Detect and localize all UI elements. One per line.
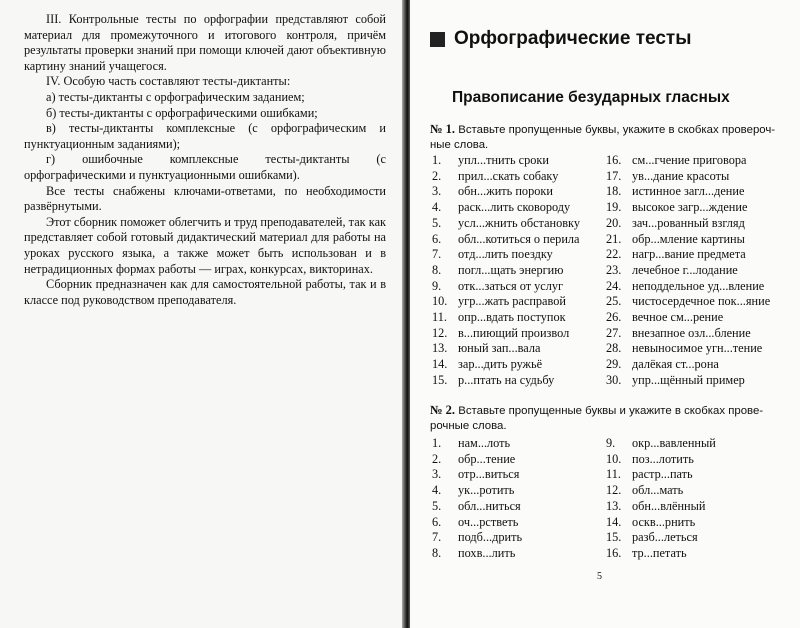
item-text: зач...рованный взгляд (632, 215, 745, 230)
item-number: 7. (432, 530, 442, 545)
item-text: растр...пать (632, 467, 693, 482)
item-text: прил...скать собаку (458, 168, 559, 183)
task-2-column-1 (432, 436, 522, 562)
item-number: 5. (432, 215, 442, 230)
list-item (606, 153, 770, 169)
section-title-text: Орфографические тесты (454, 28, 692, 49)
paragraph: III. Контрольные тесты по орфографии представляют собой материал для промежуточного и итогового контроля, причём результаты проверки знаний при помощи ключей дают объективную картину знаний учащегося. (24, 12, 386, 73)
item-text: обн...жить пороки (458, 184, 553, 199)
list-item (606, 341, 770, 357)
list-item (432, 483, 522, 499)
item-text: упр...щённый пример (632, 372, 745, 387)
item-text: окр...вавленный (632, 436, 716, 450)
item-text: нам...лоть (458, 436, 511, 450)
list-item (606, 483, 716, 499)
list-item (432, 326, 580, 342)
item-number: 21. (606, 231, 622, 246)
item-number: 13. (606, 498, 622, 513)
item-text: опр...вдать поступок (458, 310, 566, 325)
item-text: см...гчение приговора (632, 153, 747, 167)
item-number: 6. (432, 231, 442, 246)
list-item (606, 310, 770, 326)
square-bullet-icon (430, 32, 445, 47)
task-2-label: № 2. (430, 403, 456, 417)
item-number: 25. (606, 294, 622, 309)
list-item (606, 436, 716, 452)
list-item (606, 546, 716, 562)
list-item (606, 294, 770, 310)
item-number: 20. (606, 215, 622, 230)
item-text: обр...мление картины (632, 231, 745, 246)
item-text: обр...тение (458, 451, 516, 466)
item-text: обл...ниться (458, 498, 521, 513)
item-number: 23. (606, 262, 622, 277)
item-text: оч...рстветь (458, 514, 519, 529)
list-item (432, 310, 580, 326)
list-item (432, 232, 580, 248)
item-text: поз...лотить (632, 451, 694, 466)
item-text: нагр...вание предмета (632, 247, 746, 262)
item-text: лечебное г...лодание (632, 262, 738, 277)
list-item (432, 373, 580, 389)
list-item (606, 499, 716, 515)
item-number: 6. (432, 514, 442, 529)
item-text: усл...жнить обстановку (458, 215, 581, 230)
item-text: неподдельное уд...вление (632, 278, 765, 293)
item-number: 2. (432, 451, 442, 466)
list-item (606, 200, 770, 216)
item-text: погл...щать энергию (458, 262, 564, 277)
task-2-text: Вставьте пропущенные буквы и укажите в скобках прове-рочные слова. (430, 405, 764, 432)
paragraph: а) тесты-диктанты с орфографическим заданием; (46, 89, 305, 104)
item-text: ук...ротить (458, 483, 515, 498)
item-text: невыносимое угн...тение (632, 341, 763, 356)
list-item (432, 200, 580, 216)
list-item (432, 279, 580, 295)
item-text: чистосердечное пок...яние (632, 294, 771, 309)
list-item (432, 184, 580, 200)
item-number: 24. (606, 278, 622, 293)
item-text: похв...лить (458, 545, 516, 560)
section-title (430, 28, 691, 50)
list-item (432, 169, 580, 185)
item-text: юный зап...вала (458, 341, 541, 356)
item-number: 1. (432, 436, 442, 450)
list-item (606, 373, 770, 389)
list-item (606, 232, 770, 248)
paragraph: в) тесты-диктанты комплексные (с орфографическим и пунктуационным заданиями); (24, 121, 386, 151)
list-item (606, 530, 716, 546)
item-number: 14. (432, 357, 448, 372)
item-number: 3. (432, 184, 442, 199)
item-number: 15. (606, 530, 622, 545)
right-page (410, 0, 800, 628)
item-text: обл...мать (632, 483, 684, 498)
list-item (432, 294, 580, 310)
item-number: 22. (606, 247, 622, 262)
item-text: отк...заться от услуг (458, 278, 564, 293)
list-item (432, 436, 522, 452)
item-number: 17. (606, 168, 622, 183)
item-number: 26. (606, 310, 622, 325)
item-number: 9. (432, 278, 442, 293)
task-2-instruction (430, 403, 786, 434)
item-number: 10. (432, 294, 448, 309)
list-item (606, 263, 770, 279)
item-number: 12. (432, 325, 448, 340)
list-item (432, 530, 522, 546)
item-number: 4. (432, 483, 442, 498)
item-text: ув...дание красоты (632, 168, 730, 183)
item-number: 15. (432, 372, 448, 387)
item-text: обл...котиться о перила (458, 231, 580, 246)
task-2-column-2 (606, 436, 716, 562)
item-number: 1. (432, 153, 442, 167)
item-number: 10. (606, 451, 622, 466)
item-number: 3. (432, 467, 442, 482)
list-item (606, 452, 716, 468)
task-1-column-2 (606, 153, 770, 389)
paragraph: б) тесты-диктанты с орфографическими ошибками; (46, 105, 318, 120)
item-number: 27. (606, 325, 622, 340)
list-item (432, 153, 580, 169)
item-text: внезапное озл...бление (632, 325, 751, 340)
item-text: разб...леться (632, 530, 698, 545)
item-text: упл...тнить сроки (458, 153, 549, 167)
item-text: тр...петать (632, 545, 687, 560)
item-number: 19. (606, 200, 622, 215)
list-item (606, 326, 770, 342)
paragraph: Этот сборник поможет облегчить и труд преподавателей, так как представляет собой готовый дидактический материал для работы на уроках русского языка, а также может быть использован и в нетрадиционных формах работы — играх, конкурсах, викторинах. (24, 214, 386, 276)
item-text: оскв...рнить (632, 514, 696, 529)
item-number: 13. (432, 341, 448, 356)
list-item (606, 515, 716, 531)
list-item (432, 546, 522, 562)
list-item (432, 499, 522, 515)
list-item (606, 467, 716, 483)
list-item (432, 357, 580, 373)
list-item (606, 169, 770, 185)
item-text: в...пиющий произвол (458, 325, 570, 340)
item-text: истинное загл...дение (632, 184, 745, 199)
item-number: 8. (432, 545, 442, 560)
item-text: раск...лить сковороду (458, 200, 571, 215)
item-number: 29. (606, 357, 622, 372)
item-text: отд...лить поездку (458, 247, 553, 262)
item-number: 14. (606, 514, 622, 529)
list-item (432, 341, 580, 357)
paragraph: Все тесты снабжены ключами-ответами, по необходимости развёрнутыми. (24, 183, 386, 214)
subsection-title: Правописание безударных гласных (452, 89, 730, 106)
task-1-column-1 (432, 153, 580, 389)
item-number: 30. (606, 372, 622, 387)
item-text: далёкая ст...рона (632, 357, 719, 372)
item-number: 28. (606, 341, 622, 356)
item-number: 7. (432, 247, 442, 262)
item-text: высокое загр...ждение (632, 200, 748, 215)
list-item (432, 467, 522, 483)
item-number: 12. (606, 483, 622, 498)
item-text: обн...влённый (632, 498, 706, 513)
list-item (432, 216, 580, 232)
list-item (606, 184, 770, 200)
item-number: 8. (432, 262, 442, 277)
left-page-text (24, 12, 386, 308)
item-number: 11. (432, 310, 447, 325)
task-1-instruction (430, 122, 786, 153)
item-number: 5. (432, 498, 442, 513)
list-item (432, 452, 522, 468)
item-number: 9. (606, 436, 616, 450)
item-number: 16. (606, 153, 622, 167)
item-text: подб...дрить (458, 530, 523, 545)
item-number: 18. (606, 184, 622, 199)
list-item (606, 279, 770, 295)
page-number: 5 (597, 571, 602, 582)
item-text: р...птать на судьбу (458, 372, 555, 387)
paragraph: IV. Особую часть составляют тесты-диктанты: (46, 74, 291, 89)
item-text: зар...дить ружьё (458, 357, 543, 372)
task-1-label: № 1. (430, 122, 456, 136)
item-number: 11. (606, 467, 621, 482)
list-item (432, 247, 580, 263)
list-item (432, 515, 522, 531)
task-1-text: Вставьте пропущенные буквы, укажите в скобках провероч-ные слова. (430, 124, 776, 151)
list-item (606, 216, 770, 232)
paragraph: г) ошибочные комплексные тесты-диктанты (с орфографическими и пунктуационными ошибками). (24, 152, 386, 182)
item-number: 2. (432, 168, 442, 183)
list-item (606, 357, 770, 373)
paragraph: Сборник предназначен как для самостоятельной работы, так и в классе под руководством преподавателя. (24, 277, 386, 307)
list-item (606, 247, 770, 263)
item-text: угр...жать расправой (458, 294, 566, 309)
item-text: вечное см...рение (632, 310, 724, 325)
list-item (432, 263, 580, 279)
item-number: 16. (606, 545, 622, 560)
item-number: 4. (432, 200, 442, 215)
item-text: отр...виться (458, 467, 520, 482)
